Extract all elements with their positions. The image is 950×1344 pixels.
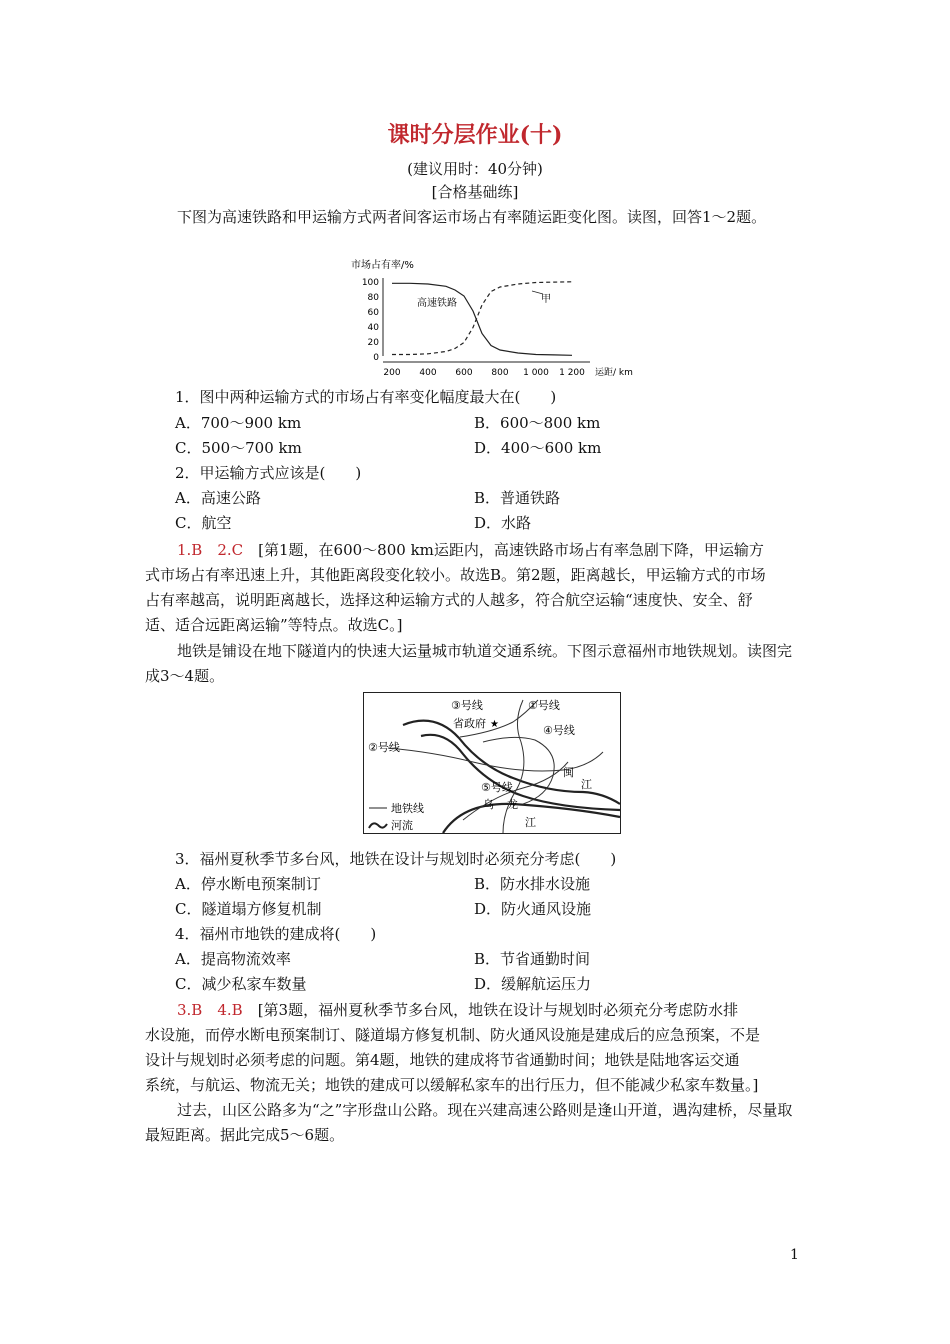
q2-option-b: B．普通铁路 <box>474 489 561 507</box>
q1-option-b: B．600～800 km <box>474 414 601 432</box>
ytick: 20 <box>367 338 379 348</box>
answer-1-2-line-1 <box>177 538 817 563</box>
label-line-2: ②号线 <box>368 741 400 754</box>
ytick: 40 <box>367 323 379 333</box>
label-river-jiang-1: 江 <box>581 778 592 791</box>
intro-paragraph-3: 过去，山区公路多为“之”字形盘山公路。现在兴建高速公路则是逢山开道，遇沟建桥，尽量取最短距离。据此完成5～6题。 <box>145 1101 793 1144</box>
question-3: 3．福州夏秋季节多台风，地铁在设计与规划时必须充分考虑( ) <box>175 850 617 868</box>
label-river-jiang-2: 江 <box>525 816 536 829</box>
label-line-3: ③号线 <box>451 699 483 712</box>
ytick: 80 <box>367 293 379 303</box>
series-line-jia <box>392 282 572 355</box>
q2-option-a: A．高速公路 <box>175 489 261 507</box>
intro-paragraph-2: 地铁是铺设在地下隧道内的快速大运量城市轨道交通系统。下图示意福州市地铁规划。读图完成3～4题。 <box>145 642 793 685</box>
q1-option-a: A．700～900 km <box>175 414 302 432</box>
q1-option-d: D．400～600 km <box>474 439 602 457</box>
series-label-jia: 甲 <box>541 294 551 305</box>
legend-metro: 地铁线 <box>391 802 424 815</box>
answer-1-2-line-3: 占有率越高，说明距离越长，选择这种运输方式的人越多，符合航空运输“速度快、安全、舒 <box>145 591 753 609</box>
question-4: 4．福州市地铁的建成将( ) <box>175 925 377 943</box>
answer-3-4-line-3: 设计与规划时必须考虑的问题。第4题，地铁的建成将节省通勤时间；地铁是陆地客运交通 <box>145 1051 740 1069</box>
answer-3-4-line-2: 水设施，而停水断电预案制订、隧道塌方修复机制、防火通风设施是建成后的应急预案，不是 <box>145 1026 761 1044</box>
label-line-5: ⑤号线 <box>481 781 513 794</box>
section-label: [合格基础练] <box>431 183 519 201</box>
ytick: 100 <box>361 278 379 288</box>
answer-1-2-line-2: 式市场占有率迅速上升，其他距离段变化较小。故选B。第2题，距离越长，甲运输方式的市场 <box>145 566 766 584</box>
answer-1-2-line-4: 适、适合远距离运输”等特点。故选C。] <box>145 616 403 634</box>
label-river-long: 龙 <box>507 798 518 811</box>
ytick: 0 <box>373 353 379 363</box>
market-share-chart <box>345 256 640 380</box>
legend-river: 河流 <box>391 819 413 832</box>
answer-3-4-line-4: 系统，与航运、物流无关；地铁的建成可以缓解私家车的出行压力，但不能减少私家车数量。] <box>145 1076 759 1094</box>
label-gov: 省政府 <box>453 717 486 730</box>
xtick: 1 000 <box>523 368 549 378</box>
question-1: 1．图中两种运输方式的市场占有率变化幅度最大在( ) <box>175 388 557 406</box>
intro-paragraph-1: 下图为高速铁路和甲运输方式两者间客运市场占有率随运距变化图。读图，回答1～2题。 <box>177 208 767 226</box>
q1-option-c: C．500～700 km <box>175 439 302 457</box>
xtick: 600 <box>455 368 473 378</box>
q4-option-b: B．节省通勤时间 <box>474 950 591 968</box>
q4-option-a: A．提高物流效率 <box>175 950 291 968</box>
series-label-rail: 高速铁路 <box>417 298 457 309</box>
q4-option-d: D．缓解航运压力 <box>474 975 592 993</box>
q3-option-c: C．隧道塌方修复机制 <box>175 900 322 918</box>
label-river-wu: 乌 <box>483 798 494 811</box>
xtick: 1 200 <box>559 368 585 378</box>
q3-option-b: B．防水排水设施 <box>474 875 591 893</box>
xtick: 200 <box>383 368 401 378</box>
answer-key-1-2: 1.B 2.C <box>177 541 244 559</box>
page-number: 1 <box>790 1247 799 1263</box>
answer-key-3-4: 3.B 4.B <box>177 1001 243 1019</box>
question-2: 2．甲运输方式应该是( ) <box>175 464 362 482</box>
q2-option-c: C．航空 <box>175 514 232 532</box>
answer-1-2-text: [第1题，在600～800 km运距内，高速铁路市场占有率急剧下降，甲运输方 <box>258 541 764 559</box>
star-icon: ★ <box>490 719 499 730</box>
label-line-1: ①号线 <box>528 699 560 712</box>
ytick: 60 <box>367 308 379 318</box>
q3-option-d: D．防火通风设施 <box>474 900 592 918</box>
chart-xlabel: 运距/ km <box>595 368 633 378</box>
label-river-min: 闽 <box>563 766 574 779</box>
page-title: 课时分层作业(十) <box>387 122 563 148</box>
q2-option-d: D．水路 <box>474 514 532 532</box>
answer-3-4-text: [第3题，福州夏秋季节多台风，地铁在设计与规划时必须充分考虑防水排 <box>257 1001 739 1019</box>
q3-option-a: A．停水断电预案制订 <box>175 875 321 893</box>
fuzhou-metro-map <box>363 692 621 834</box>
label-line-4: ④号线 <box>543 724 575 737</box>
label-leader <box>532 291 543 294</box>
xtick: 800 <box>491 368 509 378</box>
chart-ylabel: 市场占有率/% <box>351 260 414 271</box>
y-ticks <box>362 278 379 363</box>
xtick: 400 <box>419 368 437 378</box>
time-hint: (建议用时：40分钟) <box>407 160 543 178</box>
x-ticks <box>383 368 585 378</box>
q4-option-c: C．减少私家车数量 <box>175 975 307 993</box>
answer-3-4-line-1 <box>177 998 817 1023</box>
